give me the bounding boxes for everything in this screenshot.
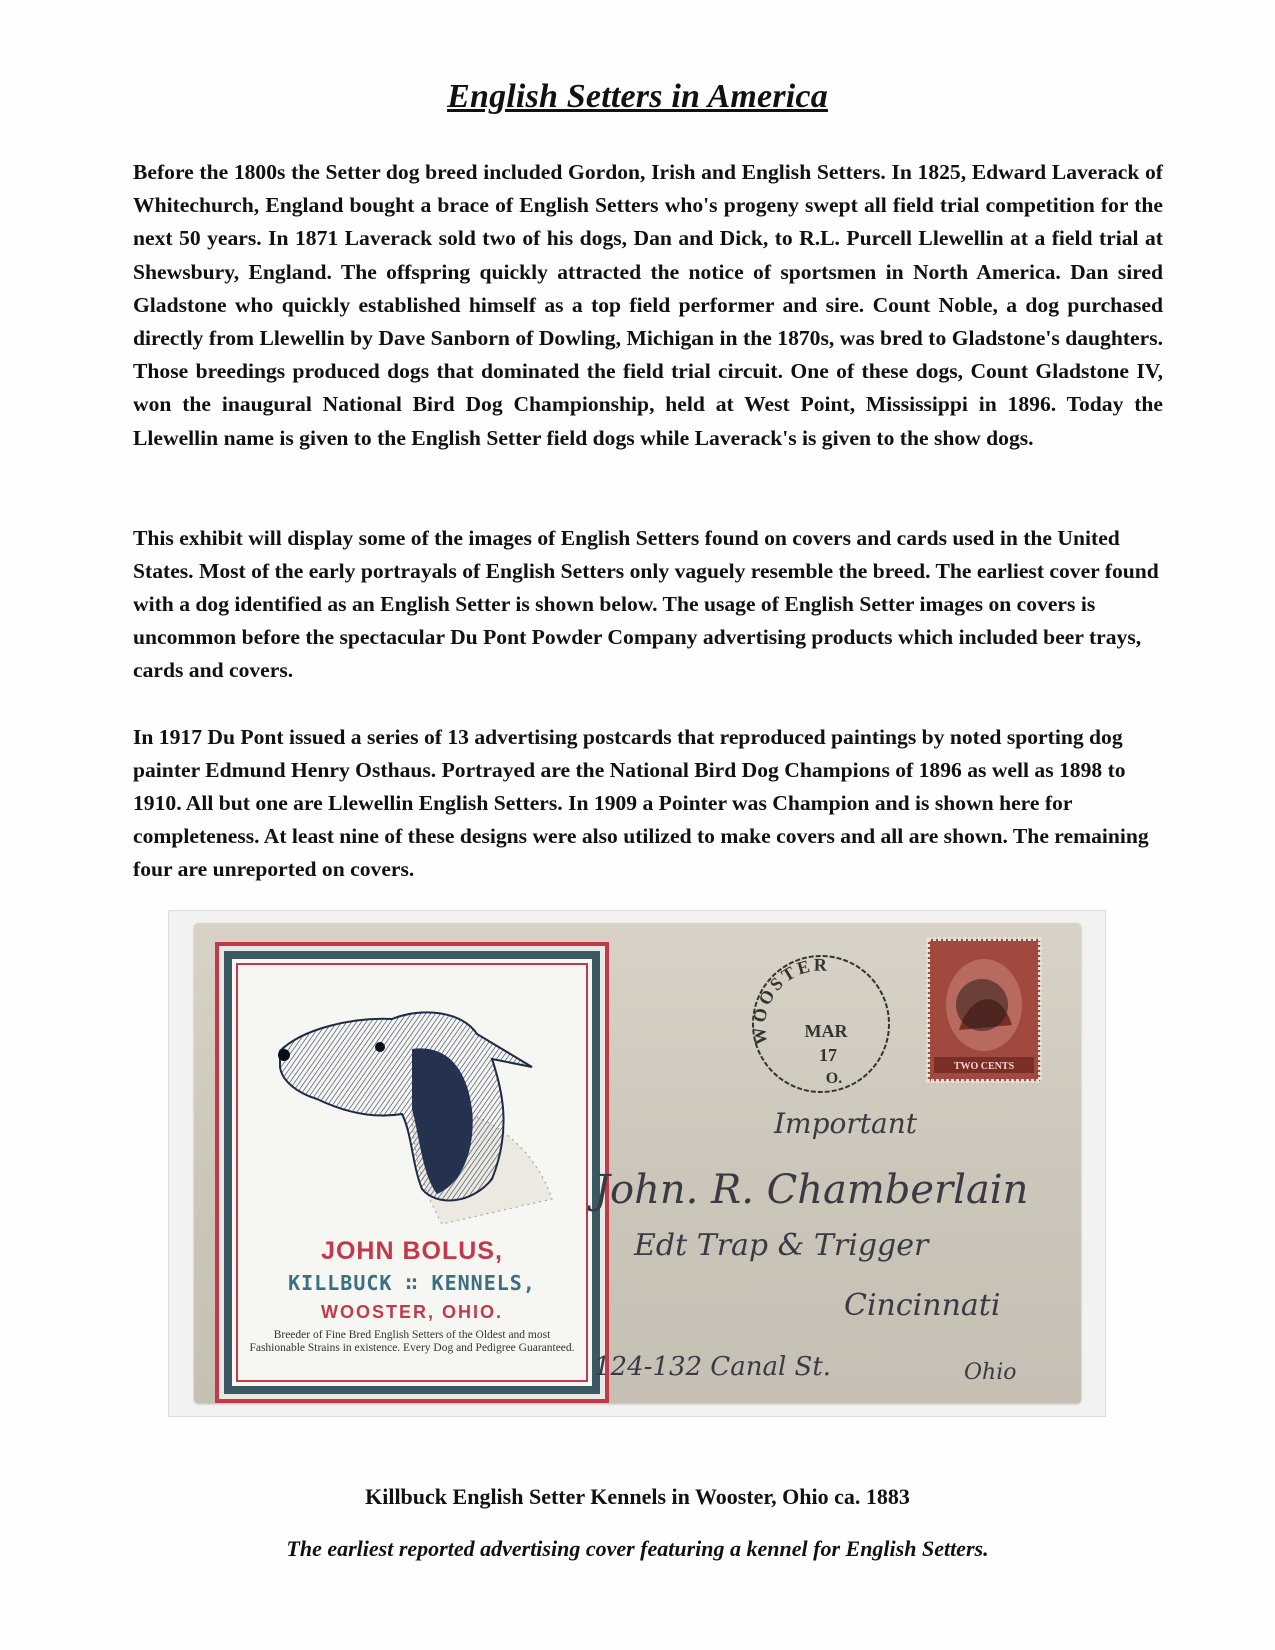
- stamp-denomination: TWO CENTS: [953, 1061, 1015, 1072]
- envelope: [194, 923, 1081, 1403]
- page-title: English Setters in America: [447, 78, 828, 115]
- cover-caption: Killbuck English Setter Kennels in Wooster, Ohio ca. 1883: [365, 1484, 910, 1509]
- ad-city: WOOSTER, OHIO.: [320, 1302, 503, 1322]
- ad-breeder-text: Breeder of Fine Bred English Setters of the Oldest and most Fashionable Strains in existence. Every Dog and Pedigree Guaranteed.: [249, 1329, 575, 1354]
- postmark-state: O.: [825, 1070, 843, 1087]
- postmark-month: MAR: [804, 1021, 848, 1041]
- cover-photo: [168, 910, 1106, 1417]
- address-street: 124-132 Canal St.: [594, 1352, 832, 1382]
- address-important: Important: [774, 1107, 918, 1140]
- postmark: [746, 949, 896, 1099]
- postmark-day: 17: [819, 1045, 837, 1065]
- address-name: John. R. Chamberlain: [594, 1167, 1029, 1213]
- cover-subcaption: The earliest reported advertising cover featuring a kennel for English Setters.: [286, 1536, 989, 1561]
- address-city: Cincinnati: [844, 1288, 1001, 1323]
- advertising-corner-card: [224, 951, 600, 1394]
- address-editor: Edt Trap & Trigger: [634, 1228, 929, 1263]
- ad-proprietor-name: JOHN BOLUS,: [321, 1237, 503, 1265]
- address-state: Ohio: [964, 1360, 1017, 1385]
- history-paragraph: Before the 1800s the Setter dog breed included Gordon, Irish and English Setters. In 1825, Edward Laverack of Whitechurch, England bought a brace of English Setters who's progeny swept all field trial competition for the next 50 years. In 1871 Laverack sold two of his dogs, Dan and Dick, to R.L. Purcell Llewellin at a field trial at Shewsbury, England. The offspring quickly attracted the notice of sportsmen in North America. Dan sired Gladstone who quickly established himself as a top field performer and sire. Count Noble, a dog purchased directly from Llewellin by Dave Sanborn of Dowling, Michigan in the 1870s, was bred to Gladstone's daughters. Those breedings produced dogs that dominated the field trial circuit. One of these dogs, Count Gladstone IV, won the inaugural National Bird Dog Championship, held at West Point, Mississippi in 1896. Today the Llewellin name is given to the English Setter field dogs while Laverack's is given to the show dogs.: [133, 160, 1163, 450]
- postmark-town: WOOSTER: [748, 954, 830, 1047]
- postage-stamp: [924, 935, 1044, 1085]
- ad-kennel-name: KILLBUCK ∷ KENNELS,: [288, 1271, 536, 1295]
- dupont-paragraph: In 1917 Du Pont issued a series of 13 advertising postcards that reproduced paintings by noted sporting dog painter Edmund Henry Osthaus. Portrayed are the National Bird Dog Champions of 1896 as well as 1898 to 1910. All but one are Llewellin English Setters. In 1909 a Pointer was Champion and is shown here for completeness. At least nine of these designs were also utilized to make covers and all are shown. The remaining four are unreported on covers.: [133, 725, 1149, 881]
- exhibit-intro-paragraph: This exhibit will display some of the images of English Setters found on covers and cards used in the United States. Most of the early portrayals of English Setters only vaguely resemble the breed. The earliest cover found with a dog identified as an English Setter is shown below. The usage of English Setter images on covers is uncommon before the spectacular Du Pont Powder Company advertising products which included beer trays, cards and covers.: [133, 526, 1159, 682]
- handwritten-address: [574, 1103, 1074, 1403]
- setter-head-illustration: [262, 989, 562, 1229]
